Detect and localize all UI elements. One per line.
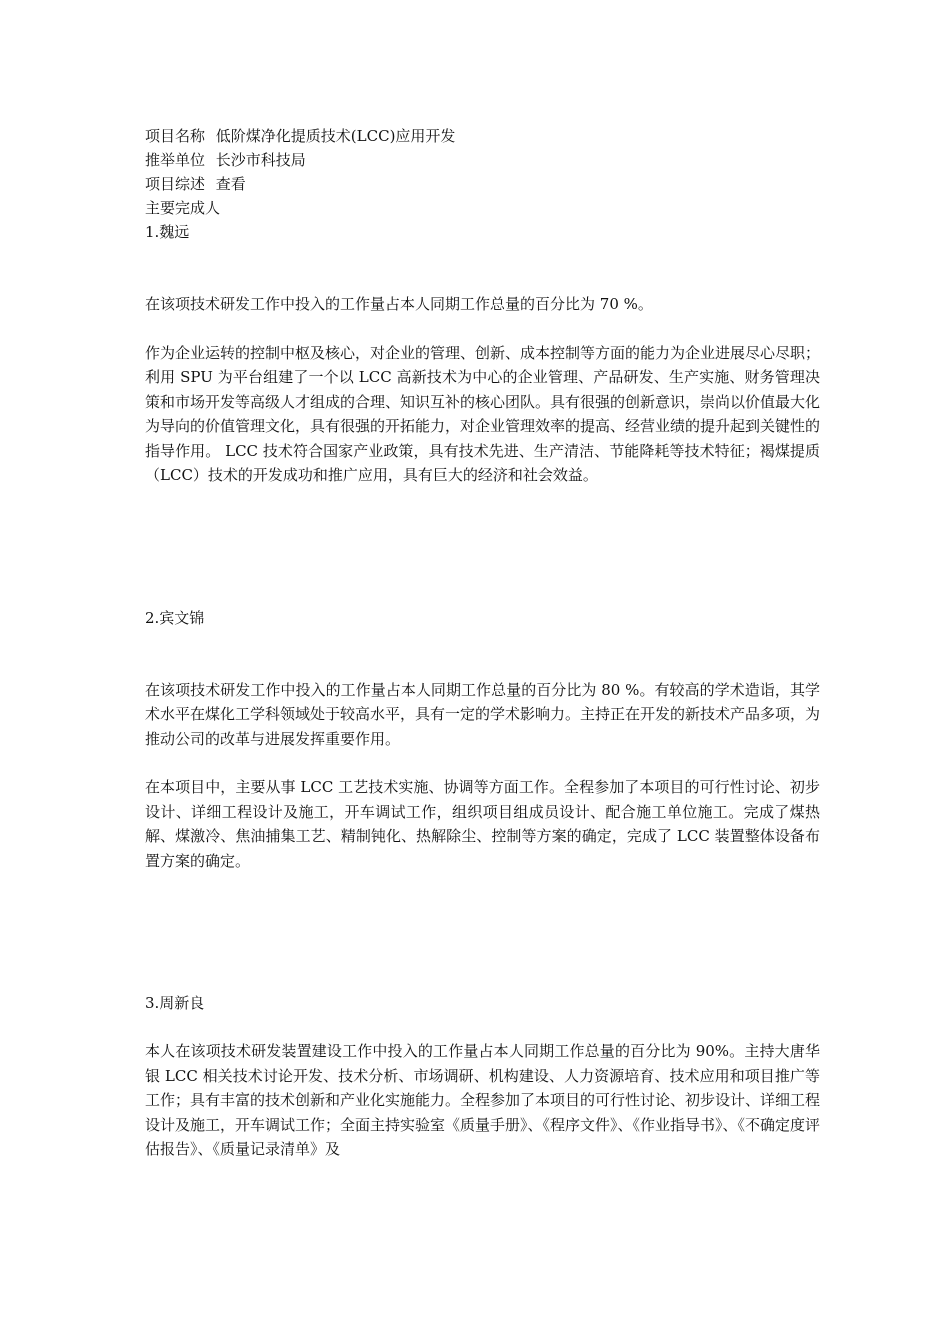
project-summary-label: 项目综述 [145,175,206,193]
person-3-paragraph-1: 本人在该项技术研发装置建设工作中投入的工作量占本人同期工作总量的百分比为 90%。主持大唐华银 LCC 相关技术讨论开发、技术分析、市场调研、机构建设、人力资源培育、技术应用和项目推广等工作；具有丰富的技术创新和产业化实施能力。全程参加了本项目的可行性讨论、初步设计、详细工程设计及施工，开车调试工作；全面主持实验室《质量手册》、《程序文件》、《作业指导书》、《不确定度评估报告》、《质量记录清单》及 [145,1042,821,1158]
person-2-paragraph-1: 在该项技术研发工作中投入的工作量占本人同期工作总量的百分比为 80 %。有较高的学术造诣，其学术水平在煤化工学科领域处于较高水平，具有一定的学术影响力。主持正在开发的新技术产品多项，为推动公司的改革与进展发挥重要作用。 [145,680,821,748]
person-1-paragraph-1: 在该项技术研发工作中投入的工作量占本人同期工作总量的百分比为 70 %。 [145,295,653,313]
main-members-label: 主要完成人 [145,199,221,217]
document-page [145,124,820,1162]
project-name-line [145,124,820,148]
project-summary-link[interactable]: 查看 [215,175,246,193]
person-3-heading: 3.周新良 [145,994,205,1012]
recommend-unit-value: 长沙市科技局 [215,151,306,169]
recommend-unit-label: 推举单位 [145,151,206,169]
person-1-heading: 1.魏远 [145,223,190,241]
project-name-label: 项目名称 [145,127,206,145]
person-2-paragraph-2: 在本项目中，主要从事 LCC 工艺技术实施、协调等方面工作。全程参加了本项目的可行性讨论、初步设计、详细工程设计及施工，开车调试工作，组织项目组成员设计、配合施工单位施工。完成了煤热解、煤激冷、焦油捕集工艺、精制钝化、热解除尘、控制等方案的确定，完成了 LCC 装置整体设备布置方案的确定。 [145,778,820,870]
project-name-value: 低阶煤净化提质技术(LCC)应用开发 [215,127,456,145]
recommend-unit-line [145,148,820,172]
person-1-paragraph-2: 作为企业运转的控制中枢及核心，对企业的管理、创新、成本控制等方面的能力为企业进展尽心尽职；利用 SPU 为平台组建了一个以 LCC 高新技术为中心的企业管理、产品研发、生产实施、财务管理决策和市场开发等高级人才组成的合理、知识互补的核心团队。具有很强的创新意识，崇尚以价值最大化为导向的价值管理文化，具有很强的开拓能力，对企业管理效率的提高、经营业绩的提升起到关键性的指导作用。 LCC 技术符合国家产业政策，具有技术先进、生产清洁、节能降耗等技术特征；褐煤提质（LCC）技术的开发成功和推广应用，具有巨大的经济和社会效益。 [145,343,821,484]
person-2-heading: 2.宾文锦 [145,608,205,627]
project-summary-line [145,172,820,196]
